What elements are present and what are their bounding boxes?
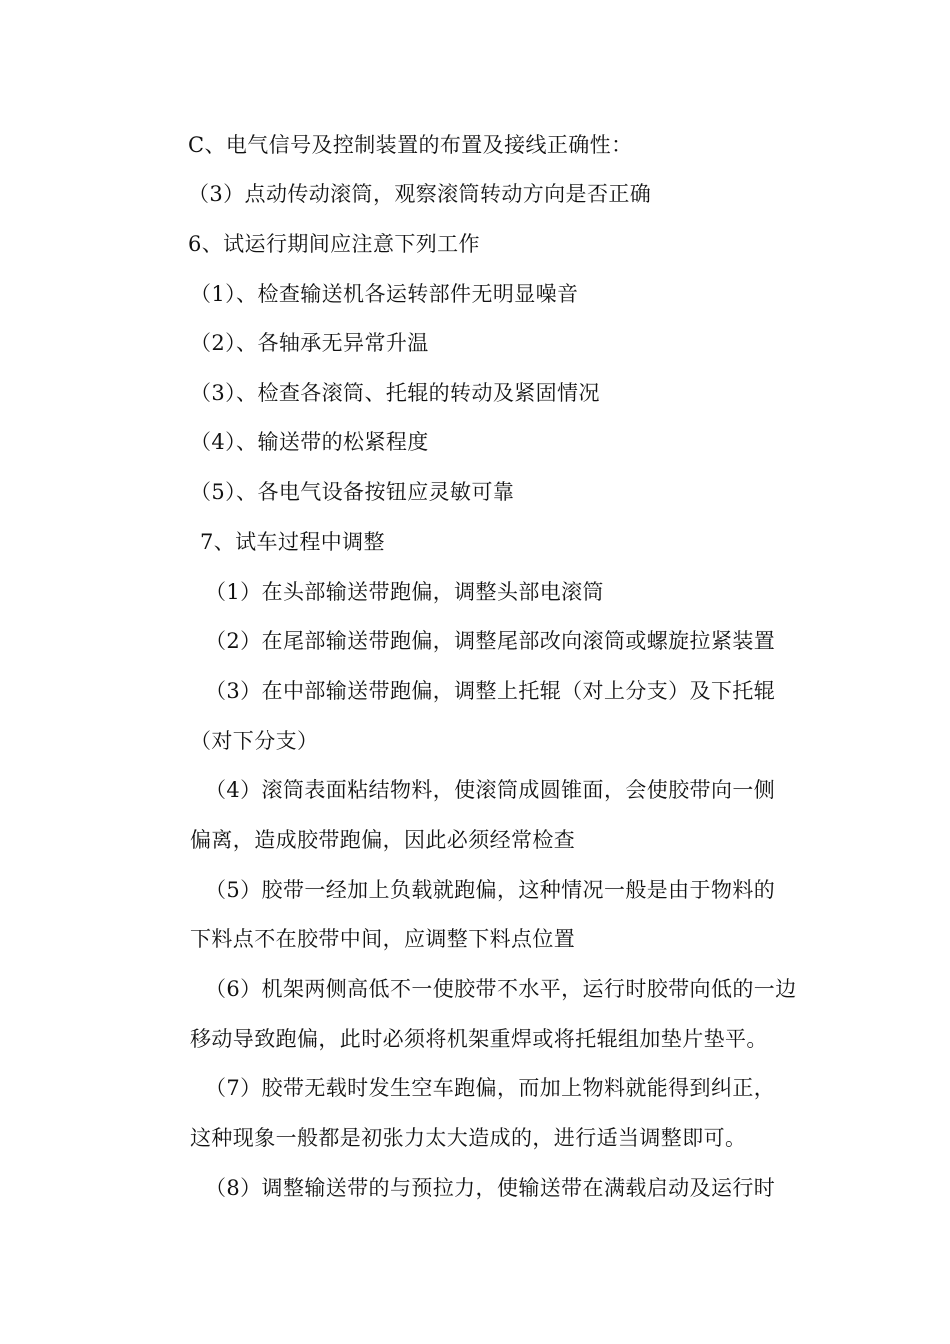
list-item: （8）调整输送带的与预拉力，使输送带在满载启动及运行时 bbox=[205, 1176, 776, 1200]
text-line: （3）点动传动滚筒，观察滚筒转动方向是否正确 bbox=[188, 182, 652, 206]
list-item: （7）胶带无载时发生空车跑偏，而加上物料就能得到纠正， bbox=[205, 1076, 776, 1100]
section-heading: 6、试运行期间应注意下列工作 bbox=[188, 232, 480, 256]
list-item: （2）在尾部输送带跑偏，调整尾部改向滚筒或螺旋拉紧装置 bbox=[205, 629, 776, 653]
list-item: （3）、检查各滚筒、托辊的转动及紧固情况 bbox=[190, 381, 600, 405]
list-item-continuation: 这种现象一般都是初张力太大造成的，进行适当调整即可。 bbox=[190, 1126, 747, 1150]
list-item: （6）机架两侧高低不一使胶带不水平，运行时胶带向低的一边 bbox=[205, 977, 797, 1001]
section-heading: 7、试车过程中调整 bbox=[200, 530, 385, 554]
list-item-continuation: 移动导致跑偏，此时必须将机架重焊或将托辊组加垫片垫平。 bbox=[190, 1027, 768, 1051]
list-item: （2）、各轴承无异常升温 bbox=[190, 331, 429, 355]
list-item-continuation: 下料点不在胶带中间，应调整下料点位置 bbox=[190, 927, 576, 951]
list-item: （4）滚筒表面粘结物料，使滚筒成圆锥面，会使胶带向一侧 bbox=[205, 778, 776, 802]
list-item: （1）、检查输送机各运转部件无明显噪音 bbox=[190, 282, 579, 306]
list-item-continuation: （对下分支） bbox=[190, 729, 319, 753]
text-line: C、电气信号及控制装置的布置及接线正确性： bbox=[188, 133, 633, 157]
list-item: （5）胶带一经加上负载就跑偏，这种情况一般是由于物料的 bbox=[205, 878, 776, 902]
list-item: （4）、输送带的松紧程度 bbox=[190, 430, 429, 454]
list-item: （1）在头部输送带跑偏，调整头部电滚筒 bbox=[205, 580, 604, 604]
list-item: （3）在中部输送带跑偏，调整上托辊（对上分支）及下托辊 bbox=[205, 679, 776, 703]
list-item-continuation: 偏离，造成胶带跑偏，因此必须经常检查 bbox=[190, 828, 576, 852]
list-item: （5）、各电气设备按钮应灵敏可靠 bbox=[190, 480, 515, 504]
